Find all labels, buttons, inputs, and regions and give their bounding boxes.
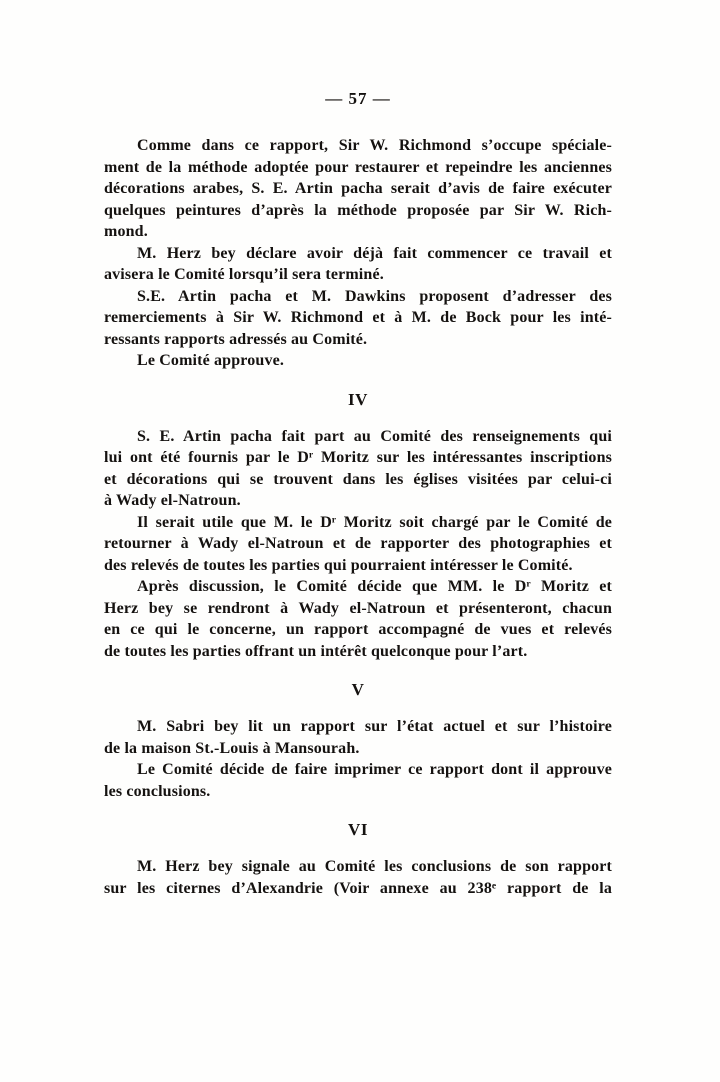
text-line: avisera le Comité lorsqu’il sera terminé.	[104, 266, 384, 283]
text-line: S. E. Artin pacha fait part au Comité des renseignements qui	[137, 427, 612, 445]
paragraph	[104, 512, 612, 577]
text-line: M. Sabri bey lit un rapport sur l’état actuel et sur l’histoire	[137, 718, 612, 735]
paragraph	[104, 286, 612, 351]
text-line: Le Comité décide de faire imprimer ce rapport dont il approuve	[137, 761, 612, 778]
paragraph	[104, 856, 612, 899]
text-line: retourner à Wady el-Natroun et de rapporter des photographies et	[104, 535, 612, 552]
section-heading-iv: IV	[348, 389, 368, 409]
page-number: — 57 —	[325, 89, 391, 108]
text-line: mond.	[104, 223, 148, 240]
text-line: S.E. Artin pacha et M. Dawkins proposent d’adresser des	[137, 287, 612, 305]
paragraph	[104, 716, 612, 759]
section-heading-vi: VI	[348, 820, 368, 839]
section-heading-v: V	[351, 680, 365, 699]
text-block	[104, 88, 612, 899]
paragraph	[104, 759, 612, 802]
text-line: Après discussion, le Comité décide que MM. le Dʳ Moritz et	[137, 578, 612, 595]
text-line: de toutes les parties offrant un intérêt quelconque pour l’art.	[104, 642, 528, 660]
text-line: M. Herz bey déclare avoir déjà fait commencer ce travail et	[137, 244, 612, 262]
text-line: ressants rapports adressés au Comité.	[104, 330, 368, 348]
text-line: Il serait utile que M. le Dʳ Moritz soit chargé par le Comité de	[137, 513, 612, 531]
text-line: Comme dans ce rapport, Sir W. Richmond s’occupe spéciale-	[137, 137, 612, 154]
text-line: Herz bey se rendront à Wady el-Natroun et présenteront, chacun	[104, 599, 612, 617]
text-line: lui ont été fournis par le Dʳ Moritz sur les intéressantes inscriptions	[104, 449, 612, 466]
text-line: des relevés de toutes les parties qui pourraient intéresser le Comité.	[104, 556, 573, 574]
text-line: remerciements à Sir W. Richmond et à M. de Bock pour les inté-	[104, 309, 612, 326]
text-line: ment de la méthode adoptée pour restaurer et repeindre les anciennes	[104, 158, 612, 176]
text-line: décorations arabes, S. E. Artin pacha serait d’avis de faire exécuter	[104, 180, 612, 197]
text-line: et décorations qui se trouvent dans les églises visitées par celui-ci	[104, 470, 612, 488]
text-line: sur les citernes d’Alexandrie (Voir annexe au 238ᵉ rapport de la	[104, 879, 612, 897]
paragraph	[104, 576, 612, 662]
text-line: de la maison St.-Louis à Mansourah.	[104, 739, 360, 757]
text-line: Le Comité approuve.	[137, 352, 284, 369]
paragraph	[104, 426, 612, 512]
paragraph	[104, 350, 612, 372]
text-line: en ce qui le concerne, un rapport accompagné de vues et relevés	[104, 621, 612, 638]
text-line: les conclusions.	[104, 782, 211, 800]
paragraph	[104, 243, 612, 286]
text-line: M. Herz bey signale au Comité les conclusions de son rapport	[137, 858, 612, 875]
paragraph	[104, 135, 612, 243]
text-line: à Wady el-Natroun.	[104, 492, 241, 509]
text-line: quelques peintures d’après la méthode proposée par Sir W. Rich-	[104, 201, 612, 219]
